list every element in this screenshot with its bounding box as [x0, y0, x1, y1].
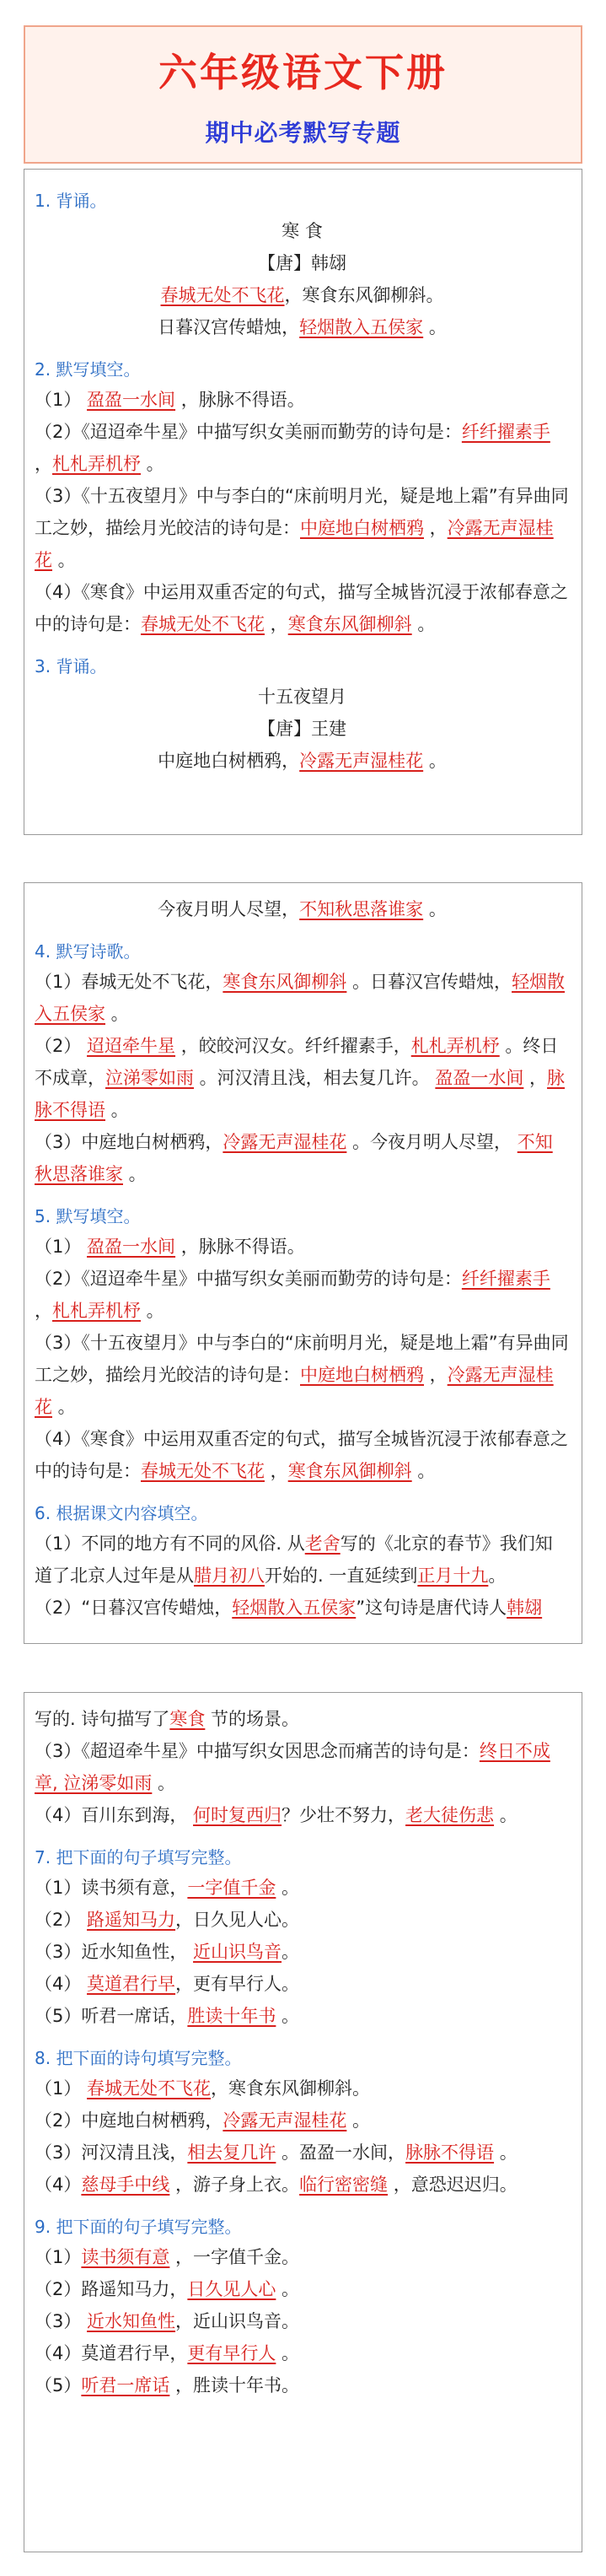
text-fragment: 中庭地白树栖鸦，: [158, 751, 300, 771]
text-fragment: 。: [411, 1461, 436, 1481]
worksheet-panel-2: [24, 882, 582, 1644]
text-fragment: 。: [423, 899, 447, 919]
question: [35, 1327, 570, 1423]
poem-line: [35, 745, 570, 777]
text-fragment: 。: [276, 2279, 300, 2299]
question: [35, 1872, 570, 1904]
text-fragment: 。: [276, 2343, 300, 2363]
text-fragment: 。: [141, 1301, 164, 1321]
text-fragment: 。: [488, 1566, 507, 1586]
text-fragment: ，意恐迟迟归。: [388, 2175, 518, 2195]
answer: 韩翃: [507, 1598, 543, 1618]
question: [35, 416, 570, 480]
section-heading: 1. 背诵。: [35, 191, 107, 211]
question: [35, 1030, 570, 1126]
answer: 一字值千金: [187, 1878, 276, 1898]
text-fragment: 。: [423, 751, 447, 771]
question: [35, 2072, 570, 2104]
text-fragment: （5）听君一席话，: [35, 2006, 188, 2026]
answer: 听君一席话: [81, 2375, 170, 2395]
text-fragment: （1）: [35, 2247, 82, 2267]
question: [35, 480, 570, 576]
question-continued: [35, 1703, 570, 1735]
text-fragment: 。: [52, 550, 76, 570]
question: [35, 2273, 570, 2305]
question: [35, 1231, 570, 1263]
text-fragment: （2）中庭地白树栖鸦，: [35, 2110, 223, 2131]
text-fragment: 。盈盈一水间，: [276, 2142, 406, 2163]
answer: 冷露无声湿桂花: [35, 518, 554, 570]
text-fragment: 。: [141, 454, 164, 474]
text-fragment: ，: [424, 518, 448, 538]
question: [35, 1263, 570, 1327]
answer: 春城无处不飞花: [87, 2078, 212, 2099]
answer: 轻烟散入五侯家: [232, 1598, 357, 1618]
text-fragment: 。: [276, 1878, 300, 1898]
text-fragment: （1）不同的地方有不同的风俗. 从: [35, 1533, 305, 1554]
section-heading: 7. 把下面的句子填写完整。: [35, 1847, 242, 1867]
text-fragment: （2）: [35, 1910, 88, 1930]
text-fragment: 。: [276, 2006, 300, 2026]
text-fragment: ？少壮不努力，: [282, 1805, 406, 1825]
text-fragment: 。河汉清且浅，相去复几许。: [194, 1068, 436, 1088]
answer: 终日不成章, 泣涕零如雨: [35, 1741, 550, 1793]
answer: 寒食东风御柳斜: [223, 972, 347, 992]
answer: 盈盈一水间: [435, 1068, 524, 1088]
page-title: 六年级语文下册: [158, 50, 448, 95]
answer: 春城无处不飞花: [160, 285, 285, 305]
text-fragment: ，: [35, 1301, 52, 1321]
text-fragment: 。: [105, 1004, 129, 1024]
text-fragment: 。: [282, 1942, 300, 1962]
worksheet-panel-3: [24, 1692, 582, 2552]
answer: 冷露无声湿桂花: [299, 751, 424, 771]
answer: 札札弄机杼: [52, 1301, 141, 1321]
text-fragment: ，脉脉不得语。: [175, 390, 305, 410]
question: [35, 2337, 570, 2369]
answer: 札札弄机杼: [52, 454, 141, 474]
answer: 慈母手中线: [81, 2175, 170, 2195]
question: [35, 1126, 570, 1190]
answer: 冷露无声湿桂花: [35, 1365, 554, 1417]
answer: 寒食: [169, 1709, 206, 1729]
text-fragment: （2）《迢迢牵牛星》中描写织女美丽而勤劳的诗句是：: [35, 1269, 462, 1289]
answer: 胜读十年书: [187, 2006, 276, 2026]
answer: 泣涕零如雨: [105, 1068, 194, 1088]
text-fragment: （2）《迢迢牵牛星》中描写织女美丽而勤劳的诗句是：: [35, 422, 462, 442]
text-fragment: ，近山识鸟音。: [175, 2311, 300, 2331]
poem-title: 寒 食: [282, 221, 323, 241]
text-fragment: （3）: [35, 2311, 88, 2331]
answer: 临行密密缝: [299, 2175, 389, 2195]
text-fragment: ，皎皎河汉女。纤纤擢素手，: [175, 1036, 411, 1056]
text-fragment: （2）: [35, 1036, 88, 1056]
answer: 春城无处不飞花: [141, 1461, 265, 1481]
poem-author: 【唐】韩翃: [258, 253, 346, 273]
text-fragment: ，脉脉不得语。: [175, 1237, 305, 1257]
answer: 路遥知马力: [87, 1910, 176, 1930]
question: [35, 2169, 570, 2201]
text-fragment: （5）: [35, 2375, 82, 2395]
text-fragment: （1）: [35, 390, 88, 410]
section-heading: 8. 把下面的诗句填写完整。: [35, 2048, 242, 2068]
answer: 不知秋思落谁家: [35, 1132, 553, 1184]
question: [35, 1528, 570, 1592]
text-fragment: ，游子身上衣。: [169, 2175, 300, 2195]
answer: 脉脉不得语: [405, 2142, 495, 2163]
text-fragment: （4）《寒食》中运用双重否定的句式，描写全城皆沉浸于浓郁春意之中的诗句是：: [35, 582, 568, 634]
answer: 老舍: [304, 1533, 341, 1554]
answer: 莫道君行早: [87, 1974, 176, 1994]
answer: 冷露无声湿桂花: [223, 1132, 347, 1152]
text-fragment: （3）近水知鱼性，: [35, 1942, 194, 1962]
question: [35, 1735, 570, 1799]
text-fragment: （1）春城无处不飞花，: [35, 972, 223, 992]
section-heading: 3. 背诵。: [35, 656, 107, 676]
answer: 相去复几许: [187, 2142, 276, 2163]
text-fragment: 今夜月明人尽望，: [158, 899, 300, 919]
answer: 札札弄机杼: [410, 1036, 500, 1056]
answer: 轻烟散入五侯家: [35, 972, 566, 1024]
answer: 春城无处不飞花: [141, 614, 265, 634]
section-heading: 9. 把下面的句子填写完整。: [35, 2217, 242, 2237]
section-heading: 6. 根据课文内容填空。: [35, 1503, 208, 1523]
text-fragment: 。: [105, 1100, 129, 1120]
answer: 中庭地白树栖鸦: [300, 1365, 424, 1385]
text-fragment: （1）: [35, 2078, 88, 2099]
question: [35, 2305, 570, 2337]
section-heading: 2. 默写填空。: [35, 359, 141, 380]
text-fragment: 。终日不成章，: [35, 1036, 559, 1088]
text-fragment: 。: [494, 1805, 518, 1825]
poem-title: 十五夜望月: [258, 687, 346, 707]
answer: 迢迢牵牛星: [87, 1036, 176, 1056]
text-fragment: （4）: [35, 1974, 88, 1994]
text-fragment: （3）河汉清且浅，: [35, 2142, 188, 2163]
text-fragment: （3）《超迢牵牛星》中描写织女因思念而痛苦的诗句是：: [35, 1741, 480, 1761]
text-fragment: 写的《北京的春节》我们知道了北京人过年是从: [35, 1533, 553, 1586]
text-fragment: （3）《十五夜望月》中与李白的“床前明月光，疑是地上霜”有异曲同工之妙，描绘月光皎洁的诗句是：: [35, 1333, 569, 1385]
text-fragment: 。: [52, 1397, 76, 1417]
poem-line: [35, 893, 570, 925]
text-fragment: 。: [411, 614, 436, 634]
text-fragment: 。: [346, 2110, 371, 2131]
question: [35, 2241, 570, 2273]
poem-line: 日暮汉宫传蜡烛，轻烟散入五侯家 。: [158, 317, 447, 337]
answer: 近水知鱼性: [87, 2311, 176, 2331]
text-fragment: 。今夜月明人尽望，: [346, 1132, 518, 1152]
text-fragment: 写的. 诗句描写了: [35, 1709, 170, 1729]
question: [35, 2104, 570, 2137]
question: [35, 2369, 570, 2401]
text-fragment: ，寒食东风御柳斜。: [211, 2078, 371, 2099]
answer: 不知秋思落谁家: [299, 899, 424, 919]
worksheet-panel-1: [24, 169, 582, 835]
answer: 老大徒伤悲: [405, 1805, 495, 1825]
section-heading: 4. 默写诗歌。: [35, 941, 141, 962]
text-fragment: 。: [123, 1164, 147, 1184]
text-fragment: ，: [424, 1365, 448, 1385]
text-fragment: ，更有早行人。: [175, 1974, 300, 1994]
poem-author: 【唐】王建: [258, 719, 346, 739]
answer: 读书须有意: [81, 2247, 170, 2267]
title-banner: [24, 25, 582, 164]
text-fragment: ，: [265, 1461, 288, 1481]
text-fragment: ，一字值千金。: [169, 2247, 300, 2267]
poem-line: 春城无处不飞花，寒食东风御柳斜。: [160, 285, 444, 305]
text-fragment: （3）中庭地白树栖鸦，: [35, 1132, 223, 1152]
text-fragment: ，: [523, 1068, 548, 1088]
text-fragment: 。日暮汉宫传蜡烛，: [346, 972, 512, 992]
answer: 冷露无声湿桂花: [223, 2110, 347, 2131]
text-fragment: ，: [265, 614, 288, 634]
answer: 正月十九: [417, 1566, 489, 1586]
answer: 更有早行人: [187, 2343, 276, 2363]
question: [35, 1936, 570, 1968]
text-fragment: 开始的. 一直延续到: [265, 1566, 418, 1586]
question: [35, 2000, 570, 2032]
text-fragment: （4）莫道君行早，: [35, 2343, 188, 2363]
answer: 日久见人心: [187, 2279, 276, 2299]
answer: 纤纤擢素手: [461, 422, 550, 442]
answer: 何时复西归: [193, 1805, 282, 1825]
text-fragment: （2）“日暮汉宫传蜡烛，: [35, 1598, 233, 1618]
question: [35, 1423, 570, 1487]
section-heading: 5. 默写填空。: [35, 1206, 141, 1226]
text-fragment: （3）《十五夜望月》中与李白的“床前明月光，疑是地上霜”有异曲同工之妙，描绘月光皎洁的诗句是：: [35, 486, 569, 538]
question: [35, 576, 570, 640]
text-fragment: （4）: [35, 2175, 82, 2195]
text-fragment: ”这句诗是唐代诗人: [356, 1598, 507, 1618]
question: [35, 1904, 570, 1936]
text-fragment: ，胜读十年书。: [169, 2375, 300, 2395]
question: [35, 966, 570, 1030]
answer: 近山识鸟音: [193, 1942, 282, 1962]
text-fragment: ，: [35, 454, 52, 474]
question: [35, 1592, 570, 1624]
text-fragment: （4）《寒食》中运用双重否定的句式，描写全城皆沉浸于浓郁春意之中的诗句是：: [35, 1429, 568, 1481]
question: [35, 1968, 570, 2000]
text-fragment: ，日久见人心。: [175, 1910, 300, 1930]
answer: 盈盈一水间: [87, 1237, 176, 1257]
answer: 盈盈一水间: [87, 390, 176, 410]
question: [35, 1799, 570, 1831]
text-fragment: （2）路遥知马力，: [35, 2279, 188, 2299]
text-fragment: 。: [494, 2142, 518, 2163]
page-subtitle: 期中必考默写专题: [205, 119, 401, 147]
text-fragment: （1）: [35, 1237, 88, 1257]
answer: 轻烟散入五侯家: [299, 317, 424, 337]
answer: 脉脉不得语: [35, 1068, 566, 1120]
text-fragment: 节的场景。: [205, 1709, 300, 1729]
question: [35, 384, 570, 416]
answer: 寒食东风御柳斜: [287, 614, 412, 634]
answer: 纤纤擢素手: [461, 1269, 550, 1289]
text-fragment: 。: [152, 1773, 176, 1793]
answer: 中庭地白树栖鸦: [300, 518, 424, 538]
text-fragment: （1）读书须有意，: [35, 1878, 188, 1898]
answer: 腊月初八: [194, 1566, 265, 1586]
text-fragment: （4）百川东到海，: [35, 1805, 194, 1825]
answer: 寒食东风御柳斜: [287, 1461, 412, 1481]
question: [35, 2137, 570, 2169]
